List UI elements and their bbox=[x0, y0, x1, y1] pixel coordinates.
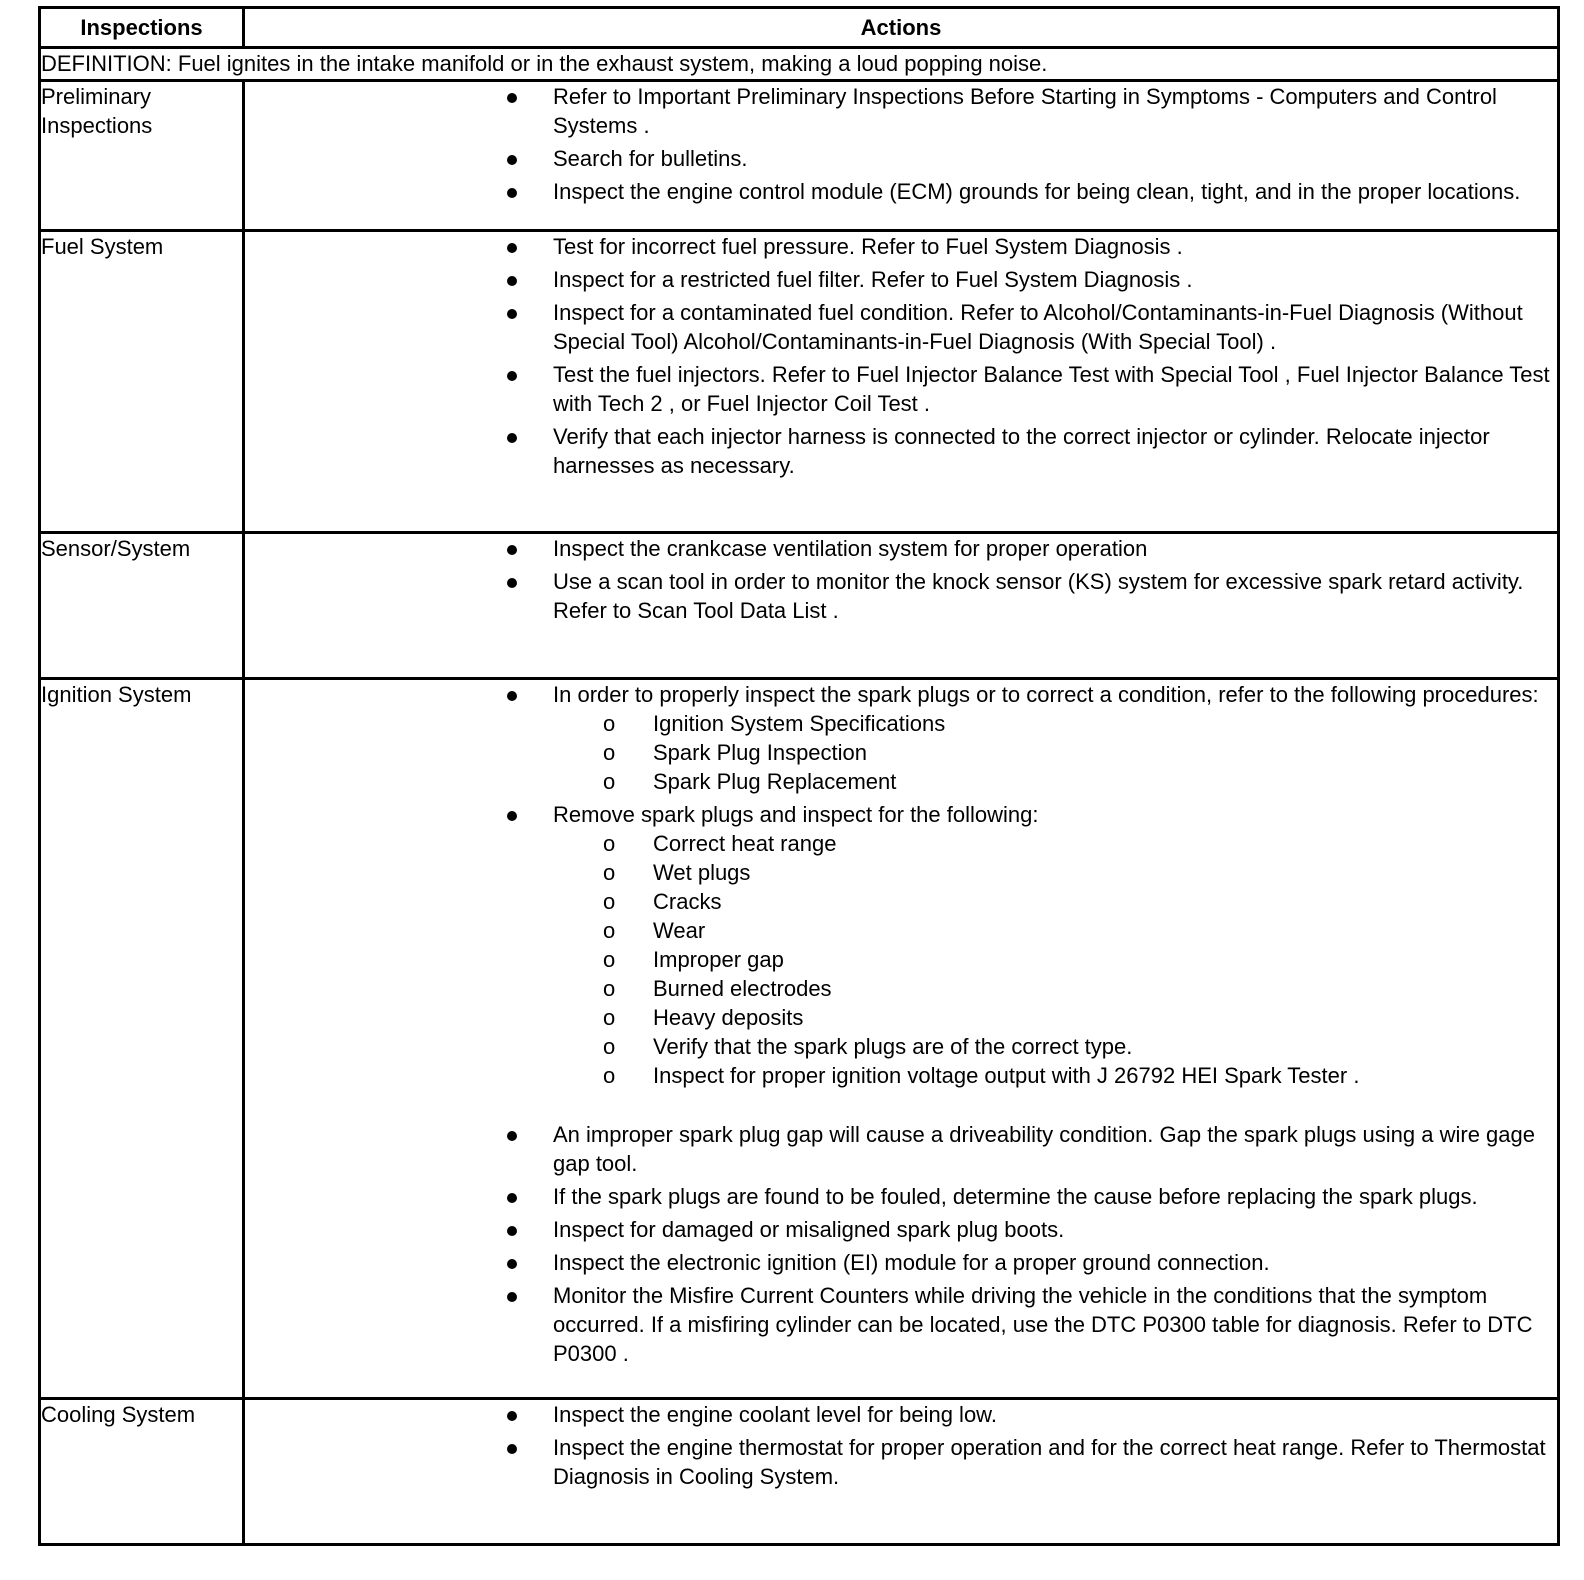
table-row bbox=[40, 1399, 1559, 1545]
action-item: If the spark plugs are found to be fouled, determine the cause before replacing the spark plugs. bbox=[245, 1182, 1557, 1211]
action-item: Use a scan tool in order to monitor the knock sensor (KS) system for excessive spark retard activity. Refer to Scan Tool Data List . bbox=[245, 567, 1557, 625]
definition-row bbox=[40, 48, 1559, 81]
action-item: Search for bulletins. bbox=[245, 144, 1557, 173]
action-item: Inspect for a contaminated fuel condition. Refer to Alcohol/Contaminants-in-Fuel Diagnosis (Without Special Tool) Alcohol/Contaminants-in-Fuel Diagnosis (With Special Tool) . bbox=[245, 298, 1557, 356]
action-item: Test for incorrect fuel pressure. Refer to Fuel System Diagnosis . bbox=[245, 232, 1557, 261]
action-item-text: In order to properly inspect the spark plugs or to correct a condition, refer to the following procedures: bbox=[553, 682, 1539, 707]
action-item: Inspect the engine coolant level for being low. bbox=[245, 1400, 1557, 1429]
inspection-label: Fuel System bbox=[40, 231, 244, 533]
header-row bbox=[40, 8, 1559, 48]
sub-item: o Wet plugs bbox=[553, 858, 1557, 887]
sub-item: o Cracks bbox=[553, 887, 1557, 916]
sub-item: o Correct heat range bbox=[553, 829, 1557, 858]
sub-item: o Heavy deposits bbox=[553, 1003, 1557, 1032]
action-item: Inspect the electronic ignition (EI) module for a proper ground connection. bbox=[245, 1248, 1557, 1277]
table-row bbox=[40, 679, 1559, 1399]
inspection-label: Cooling System bbox=[40, 1399, 244, 1545]
sub-item: o Improper gap bbox=[553, 945, 1557, 974]
actions-cell bbox=[244, 1399, 1559, 1545]
diagnostic-table bbox=[38, 6, 1560, 1546]
action-item: Inspect the engine control module (ECM) grounds for being clean, tight, and in the proper locations. bbox=[245, 177, 1557, 206]
sub-item: o Burned electrodes bbox=[553, 974, 1557, 1003]
sub-item: o Wear bbox=[553, 916, 1557, 945]
table-row bbox=[40, 81, 1559, 231]
actions-cell bbox=[244, 231, 1559, 533]
actions-header: Actions bbox=[244, 8, 1559, 48]
action-item: Inspect the crankcase ventilation system for proper operation bbox=[245, 534, 1557, 563]
action-item-text: Remove spark plugs and inspect for the following: bbox=[553, 802, 1039, 827]
action-item: Inspect for a restricted fuel filter. Refer to Fuel System Diagnosis . bbox=[245, 265, 1557, 294]
actions-cell bbox=[244, 533, 1559, 679]
action-item: Inspect for damaged or misaligned spark plug boots. bbox=[245, 1215, 1557, 1244]
sub-item: o Verify that the spark plugs are of the correct type. bbox=[553, 1032, 1557, 1061]
action-item: An improper spark plug gap will cause a driveability condition. Gap the spark plugs using a wire gage gap tool. bbox=[245, 1120, 1557, 1178]
action-item: Test the fuel injectors. Refer to Fuel Injector Balance Test with Special Tool , Fuel Injector Balance Test with Tech 2 , or Fuel Injector Coil Test . bbox=[245, 360, 1557, 418]
inspection-label: Preliminary Inspections bbox=[40, 81, 244, 231]
table-row bbox=[40, 231, 1559, 533]
sub-item: o Inspect for proper ignition voltage output with J 26792 HEI Spark Tester . bbox=[553, 1061, 1557, 1090]
table-row bbox=[40, 533, 1559, 679]
action-item: Refer to Important Preliminary Inspections Before Starting in Symptoms - Computers and Control Systems . bbox=[245, 82, 1557, 140]
actions-cell bbox=[244, 81, 1559, 231]
sub-item: o Spark Plug Inspection bbox=[553, 738, 1557, 767]
sub-item: o Spark Plug Replacement bbox=[553, 767, 1557, 796]
sub-item: o Ignition System Specifications bbox=[553, 709, 1557, 738]
action-item bbox=[245, 800, 1557, 1090]
inspection-label: Ignition System bbox=[40, 679, 244, 1399]
actions-cell bbox=[244, 679, 1559, 1399]
action-item: Verify that each injector harness is connected to the correct injector or cylinder. Relocate injector harnesses as necessary. bbox=[245, 422, 1557, 480]
definition-text: DEFINITION: Fuel ignites in the intake manifold or in the exhaust system, making a loud popping noise. bbox=[40, 48, 1559, 81]
inspections-header: Inspections bbox=[40, 8, 244, 48]
action-item bbox=[245, 680, 1557, 796]
action-item: Inspect the engine thermostat for proper operation and for the correct heat range. Refer to Thermostat Diagnosis in Cooling System. bbox=[245, 1433, 1557, 1491]
action-item: Monitor the Misfire Current Counters while driving the vehicle in the conditions that the symptom occurred. If a misfiring cylinder can be located, use the DTC P0300 table for diagnosis. Refer to DTC P0300 . bbox=[245, 1281, 1557, 1368]
inspection-label: Sensor/System bbox=[40, 533, 244, 679]
